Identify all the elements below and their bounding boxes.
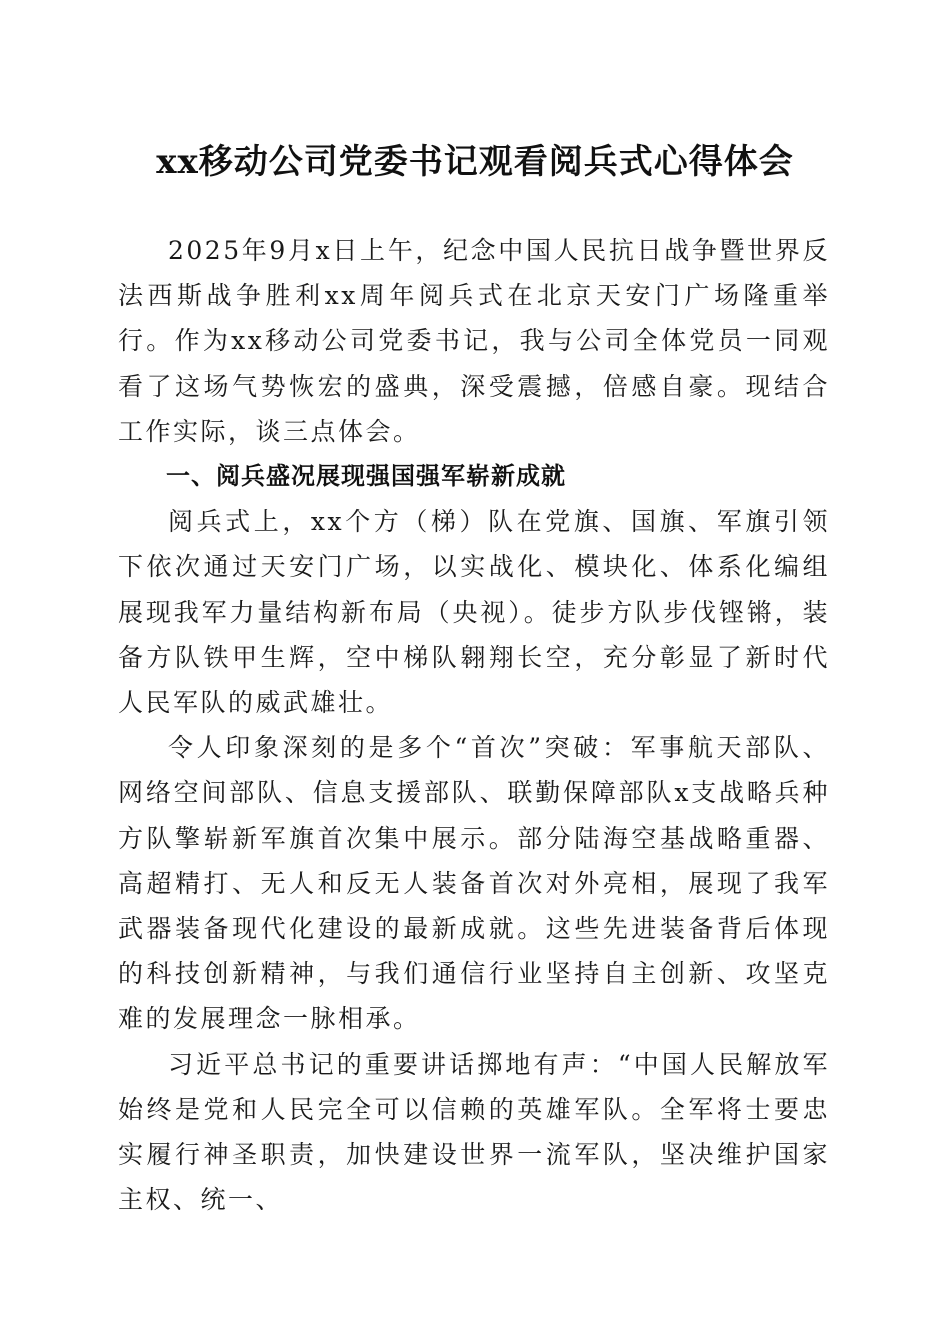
section-paragraph-1: 阅兵式上，xx个方（梯）队在党旗、国旗、军旗引领下依次通过天安门广场，以实战化、模块化、体系化编组展现我军力量结构新布局（央视）。徒步方队步伐铿锵，装备方队铁甲生辉，空中梯队翱翔长空，充分彰显了新时代人民军队的威武雄壮。 — [118, 507, 830, 718]
document-title: xx移动公司党委书记观看阅兵式心得体会 — [156, 142, 794, 182]
intro-paragraph: 2025年9月x日上午，纪念中国人民抗日战争暨世界反法西斯战争胜利xx周年阅兵式在北京天安门广场隆重举行。作为xx移动公司党委书记，我与公司全体党员一同观看了这场气势恢宏的盛典，深受震撼，倍感自豪。现结合工作实际，谈三点体会。 — [118, 236, 830, 446]
document-body — [118, 228, 830, 1222]
section-heading: 一、阅兵盛况展现强国强军崭新成就 — [166, 462, 566, 491]
section-paragraph-3: 习近平总书记的重要讲话掷地有声：“中国人民解放军始终是党和人民完全可以信赖的英雄军队。全军将士要忠实履行神圣职责，加快建设世界一流军队，坚决维护国家主权、统一、 — [118, 1049, 830, 1215]
section-paragraph-2: 令人印象深刻的是多个“首次”突破：军事航天部队、网络空间部队、信息支援部队、联勤保障部队x支战略兵种方队擎崭新军旗首次集中展示。部分陆海空基战略重器、高超精打、无人和反无人装备首次对外亮相，展现了我军武器装备现代化建设的最新成就。这些先进装备背后体现的科技创新精神，与我们通信行业坚持自主创新、攻坚克难的发展理念一脉相承。 — [118, 733, 830, 1034]
